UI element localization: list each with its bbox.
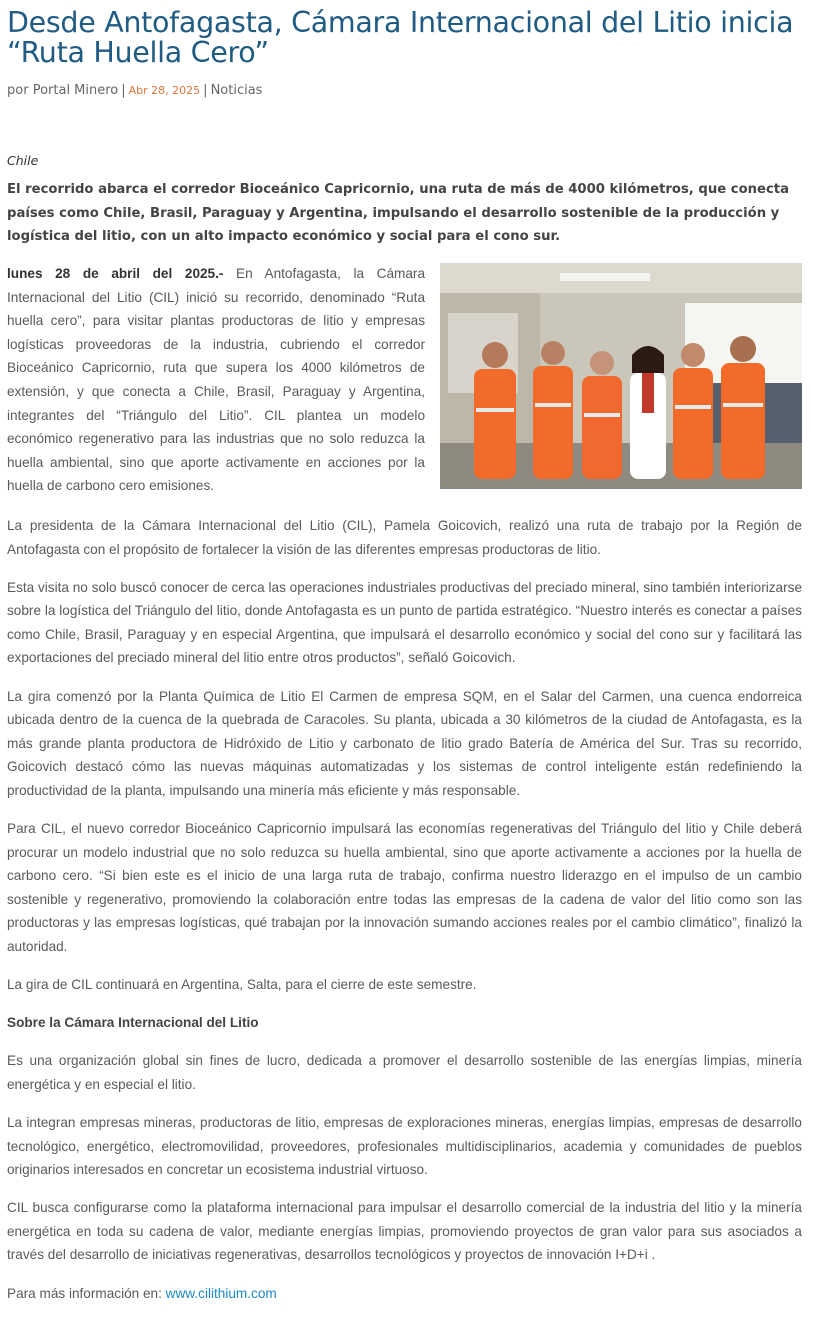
category-link[interactable]: Noticias (210, 83, 263, 98)
paragraph-9: CIL busca configurarse como la plataforma internacional para impulsar el desarrollo comercial de la industria del litio y la minería energética en toda su cadena de valor, mediante energías limpias, promoviendo proyectos de gran valor para sus asociados a través del desarrollo de iniciativas regenerativas, desarrollos tecnológicos y proyectos de innovación I+D+i . (7, 1200, 802, 1263)
paragraph-2: La presidenta de la Cámara Internacional del Litio (CIL), Pamela Goicovich, realizó una ruta de trabajo por la Región de Antofagasta con el propósito de fortalecer la visión de las diferentes empresas productoras de litio. (7, 518, 802, 557)
paragraph-1 (7, 262, 425, 498)
article (7, 0, 802, 1301)
more-info (7, 1282, 802, 1306)
paragraph-3: Esta visita no solo buscó conocer de cerca las operaciones industriales productivas del preciado mineral, sino también interiorizarse sobre la logística del Triángulo del litio, donde Antofagasta es un punto de partida estratégico. “Nuestro interés es conectar a países como Chile, Brasil, Paraguay y en especial Argentina, que impulsará el desarrollo económico y social del cono sur y facilitará las exportaciones del preciado mineral del litio entre otros productos”, señaló Goicovich. (7, 579, 802, 666)
region-label: Chile (7, 153, 39, 168)
article-lead: El recorrido abarca el corredor Bioceánico Capricornio, una ruta de más de 4000 kilómetros, que conecta países como Chile, Brasil, Paraguay y Argentina, impulsando el desarrollo sostenible de la producción y logística del litio, con un alto impacto económico y social para el cono sur. (7, 182, 789, 244)
article-meta: por Portal Minero | Abr 28, 2025 | Noticias (7, 83, 263, 98)
publish-date: Abr 28, 2025 (128, 84, 201, 97)
paragraph-8: La integran empresas mineras, productoras de litio, empresas de exploraciones mineras, energías limpias, empresas de desarrollo tecnológico, energético, electromovilidad, proveedores, profesionales multidisciplinarios, academia y comunidades de pueblos originarios interesados en concretar un ecosistema industrial virtuoso. (7, 1114, 802, 1178)
author-prefix: por (7, 83, 29, 98)
author-link[interactable]: Portal Minero (32, 83, 119, 98)
paragraph-6: La gira de CIL continuará en Argentina, Salta, para el cierre de este semestre. (7, 977, 477, 993)
group-photo-image (440, 263, 802, 489)
paragraph-4: La gira comenzó por la Planta Química de Litio El Carmen de empresa SQM, en el Salar del Carmen, una cuenca endorreica ubicada dentro de la cuenca de la quebrada de Caracoles. Su planta, ubicada a 30 kilómetros de la ciudad de Antofagasta, es la más grande planta productora de Hidróxido de Litio y carbonato de litio grado Batería de América del Sur. Tras su recorrido, Goicovich destacó cómo las nuevas máquinas automatizadas y los sistemas de control inteligente están redefiniendo la productividad de la planta, impulsando una minería más eficiente y más responsable. (7, 688, 802, 798)
article-title: Desde Antofagasta, Cámara Internacional del Litio inicia “Ruta Huella Cero” (7, 6, 794, 69)
paragraph-5: Para CIL, el nuevo corredor Bioceánico Capricornio impulsará las economías regenerativas del Triángulo del litio y Chile deberá procurar un modelo industrial que no solo reduzca su huella ambiental, sino que aporte activamente a acciones por la huella de carbono cero. “Si bien este es el inicio de una larga ruta de trabajo, confirma nuestro liderazgo en el impulso de un cambio sostenible y regenerativo, promoviendo la colaboración entre todas las empresas de la cadena de valor del litio como son las productoras y las empresas logísticas, qué trabajan por la innovación sumando acciones reales por el cambio climático”, finalizó la autoridad. (7, 821, 802, 954)
dateline: lunes 28 de abril del 2025.- (7, 266, 224, 281)
article-body (7, 514, 802, 1320)
section-heading: Sobre la Cámara Internacional del Litio (7, 1015, 259, 1031)
paragraph-1-text: En Antofagasta, la Cámara Internacional del Litio (CIL) inició su recorrido, denominado “Ruta huella cero”, para visitar plantas productoras de litio y empresas logísticas proveedoras de la industria, cubriendo el corredor Bioceánico Capricornio, ruta que supera los 4000 kilómetros de extensión, y que conecta a Chile, Brasil, Paraguay y Argentina, integrantes del “Triángulo del Litio”. CIL plantea un modelo económico regenerativo para las industrias que no solo reduzca la huella ambiental, sino que aporte activamente en acciones por la huella de carbono cero emisiones. (7, 266, 426, 494)
website-link[interactable]: www.cilithium.com (165, 1285, 277, 1301)
paragraph-7: Es una organización global sin fines de lucro, dedicada a promover el desarrollo sostenible de las energías limpias, minería energética y en especial el litio. (7, 1053, 802, 1092)
article-photo (440, 263, 802, 489)
more-info-label: Para más información en: (7, 1285, 166, 1301)
